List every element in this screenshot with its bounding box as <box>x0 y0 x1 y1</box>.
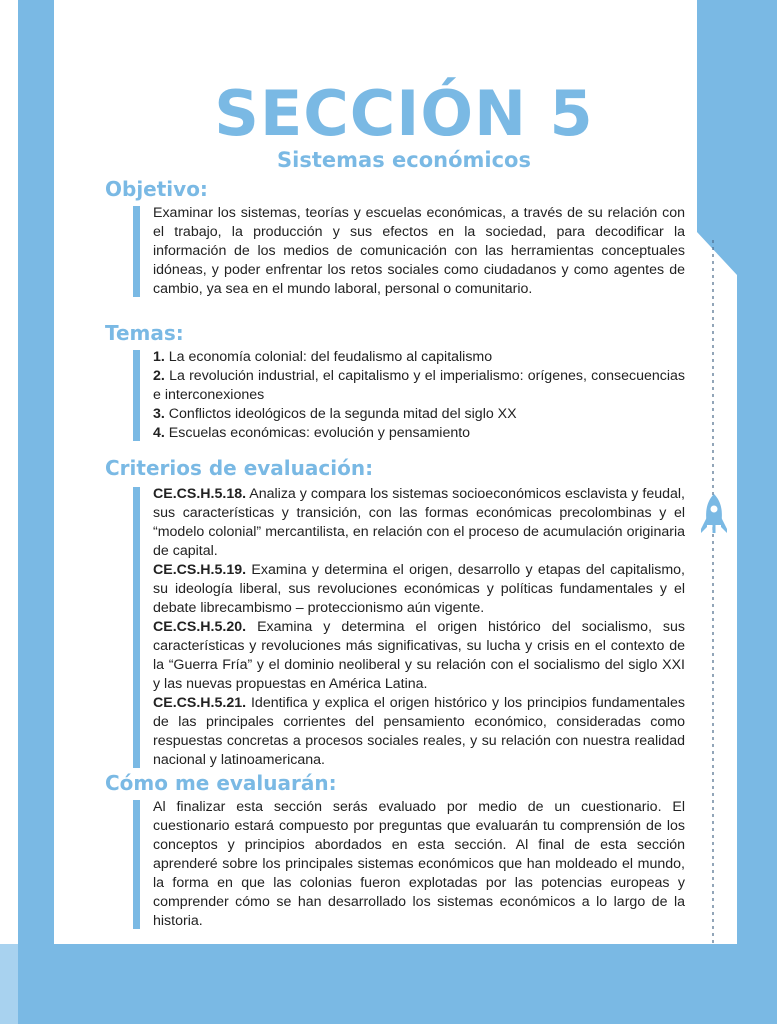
criterio-item <box>153 485 685 561</box>
left-frame-margin <box>0 0 18 944</box>
section-title: SECCIÓN 5 <box>214 77 594 150</box>
evaluacion-text: Al finalizar esta sección serás evaluado por medio de un cuestionario. El cuestionario estará compuesto por preguntas que evaluarán tu comprensión de los conceptos y principios abordados en esta sección. Al final de esta sección aprenderé sobre los principales sistemas económicos que han moldeado el mundo, la forma en que las colonias fueron explotadas por las potencias europeas y comprender cómo se han desarrollado los sistemas económicos a lo largo de la historia. <box>153 799 685 929</box>
criterio-code: CE.CS.H.5.18. <box>153 486 247 502</box>
evaluacion-accent-bar <box>133 800 140 929</box>
criterio-code: CE.CS.H.5.19. <box>153 562 247 578</box>
criterio-text: Examina y determina el origen, desarrollo y etapas del capitalismo, su ideología liberal, sus revoluciones económicas y políticas fundamentales y el debate librecambismo – proteccionismo aún vigente. <box>153 562 686 616</box>
tema-item <box>153 367 685 405</box>
criterio-text: Examina y determina el origen histórico del socialismo, sus características y revoluciones más significativas, su lucha y crisis en el contexto de la “Guerra Fría” y el dominio neoliberal y su relación con el socialismo del siglo XXI y las nuevas propuestas en América Latina. <box>153 619 685 692</box>
bottom-frame-corner <box>0 944 18 1024</box>
tema-number: 1. <box>153 349 165 365</box>
left-frame-band <box>18 0 54 1024</box>
rocket-icon <box>700 493 728 541</box>
objetivo-text: Examinar los sistemas, teorías y escuelas económicas, a través de su relación con el trabajo, la producción y sus efectos en la sociedad, para decodificar la información de los medios de comunicación con las herramientas conceptuales idóneas, y poder enfrentar los retos sociales como ciudadanos y como agentes de cambio, ya sea en el mundo laboral, personal o comunitario. <box>153 205 685 297</box>
evaluacion-block <box>133 798 685 931</box>
criterios-accent-bar <box>133 487 140 768</box>
objetivo-heading: Objetivo: <box>105 177 208 201</box>
criterio-item <box>153 618 685 694</box>
tema-item <box>153 424 685 443</box>
criterio-text: Identifica y explica el origen histórico y los principios fundamentales de las principales corrientes del pensamiento económico, consideradas como respuestas concretas a procesos sociales reales, y su relación con nuestra realidad nacional y latinoamericana. <box>153 695 685 768</box>
tema-number: 3. <box>153 406 165 422</box>
temas-accent-bar <box>133 350 140 441</box>
temas-block <box>133 348 685 443</box>
criterio-code: CE.CS.H.5.20. <box>153 619 247 635</box>
criterio-item <box>153 561 685 618</box>
tema-item <box>153 405 685 424</box>
tema-text: Conflictos ideológicos de la segunda mitad del siglo XX <box>168 406 517 422</box>
tema-text: La revolución industrial, el capitalismo y el imperialismo: orígenes, consecuencias e interconexiones <box>153 368 685 403</box>
criterio-text: Analiza y compara los sistemas socioeconómicos esclavista y feudal, sus características y transición, con las formas económicas precolombinas y el “modelo colonial” mercantilista, en relación con el proceso de acumulación originaria de capital. <box>153 486 685 559</box>
criterios-heading: Criterios de evaluación: <box>105 456 374 480</box>
criterio-code: CE.CS.H.5.21. <box>153 695 247 711</box>
tema-number: 2. <box>153 368 165 384</box>
temas-heading: Temas: <box>105 321 184 345</box>
criterios-block <box>133 485 685 770</box>
bottom-frame-band <box>0 944 777 1024</box>
tema-text: Escuelas económicas: evolución y pensamiento <box>168 425 471 441</box>
tema-text: La economía colonial: del feudalismo al capitalismo <box>168 349 493 365</box>
section-subtitle: Sistemas económicos <box>277 148 531 172</box>
tema-number: 4. <box>153 425 165 441</box>
objetivo-block <box>133 204 685 299</box>
criterio-item <box>153 694 685 770</box>
tema-item <box>153 348 685 367</box>
evaluacion-heading: Cómo me evaluarán: <box>105 771 337 795</box>
objetivo-accent-bar <box>133 206 140 297</box>
